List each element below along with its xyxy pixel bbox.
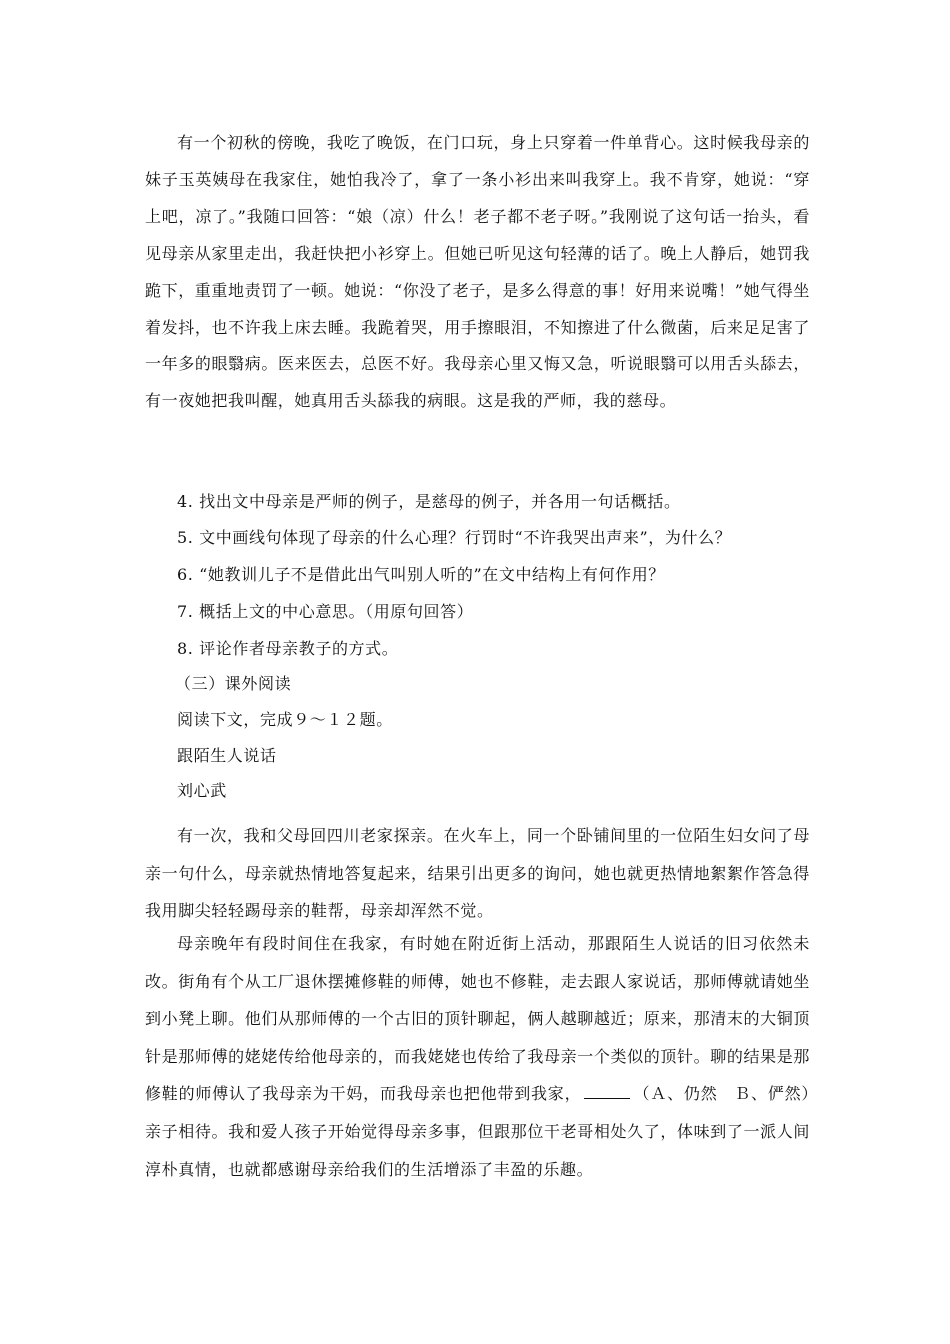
article-title: 跟陌生人说话 <box>177 746 277 765</box>
article-paragraph-2-part-1: 母亲晚年有段时间住在我家，有时她在附近街上活动，那跟陌生人说话的旧习依然未改。街角有个从工厂退休摆摊修鞋的师傅，她也不修鞋，走去跟人家说话，那师傅就请她坐到小凳上聊。他们从那师傅的一个古旧的顶针聊起，俩人越聊越近；原来，那清末的大铜顶针是那师傅的姥姥传给他母亲的，而我姥姥也传给了我母亲一个类似的顶针。聊的结果是那修鞋的师傅认了我母亲为干妈，而我母亲也把他带到我家， <box>145 934 810 1104</box>
article-paragraph-2 <box>145 925 810 1188</box>
article-paragraph-2-part-2: （Ａ、仍然 Ｂ、俨然）亲子相待。我和爱人孩子开始觉得母亲多事，但跟那位干老哥相处久了，体味到了一派人间淳朴真情，也就都感谢母亲给我们的生活增添了丰盈的乐趣。 <box>145 1084 810 1179</box>
question-6: 6. “她教训儿子不是借此出气叫别人听的”在文中结构上有何作用？ <box>177 565 665 584</box>
section-heading: （三）课外阅读 <box>175 674 292 693</box>
fill-in-blank[interactable] <box>584 1082 630 1099</box>
reading-instruction: 阅读下文，完成９～１２题。 <box>177 710 393 729</box>
question-7: 7. 概括上文的中心意思。（用原句回答） <box>177 602 474 621</box>
question-8: 8. 评论作者母亲教子的方式。 <box>177 639 399 658</box>
article-paragraph-1: 有一次，我和父母回四川老家探亲。在火车上，同一个卧铺间里的一位陌生妇女问了母亲一句什么，母亲就热情地答复起来，结果引出更多的询问，她也就更热情地絮絮作答急得我用脚尖轻轻踢母亲的鞋帮，母亲却浑然不觉。 <box>145 826 810 920</box>
question-5: 5. 文中画线句体现了母亲的什么心理？行罚时“不许我哭出声来”，为什么？ <box>177 528 732 547</box>
passage-paragraph: 有一个初秋的傍晚，我吃了晚饭，在门口玩，身上只穿着一件单背心。这时候我母亲的妹子玉英姨母在我家住，她怕我冷了，拿了一条小衫出来叫我穿上。我不肯穿，她说：“穿上吧，凉了。”我随口回答：“娘（凉）什么！老子都不老子呀。”我刚说了这句话一抬头，看见母亲从家里走出，我赶快把小衫穿上。但她已听见这句轻薄的话了。晚上人静后，她罚我跪下，重重地责罚了一顿。她说：“你没了老子，是多么得意的事！好用来说嘴！”她气得坐着发抖，也不许我上床去睡。我跪着哭，用手擦眼泪，不知擦进了什么微菌，后来足足害了一年多的眼翳病。医来医去，总医不好。我母亲心里又悔又急，听说眼翳可以用舌头舔去，有一夜她把我叫醒，她真用舌头舔我的病眼。这是我的严师，我的慈母。 <box>145 133 810 411</box>
question-4: 4. 找出文中母亲是严师的例子，是慈母的例子，并各用一句话概括。 <box>177 492 681 511</box>
article-author: 刘心武 <box>177 781 227 800</box>
